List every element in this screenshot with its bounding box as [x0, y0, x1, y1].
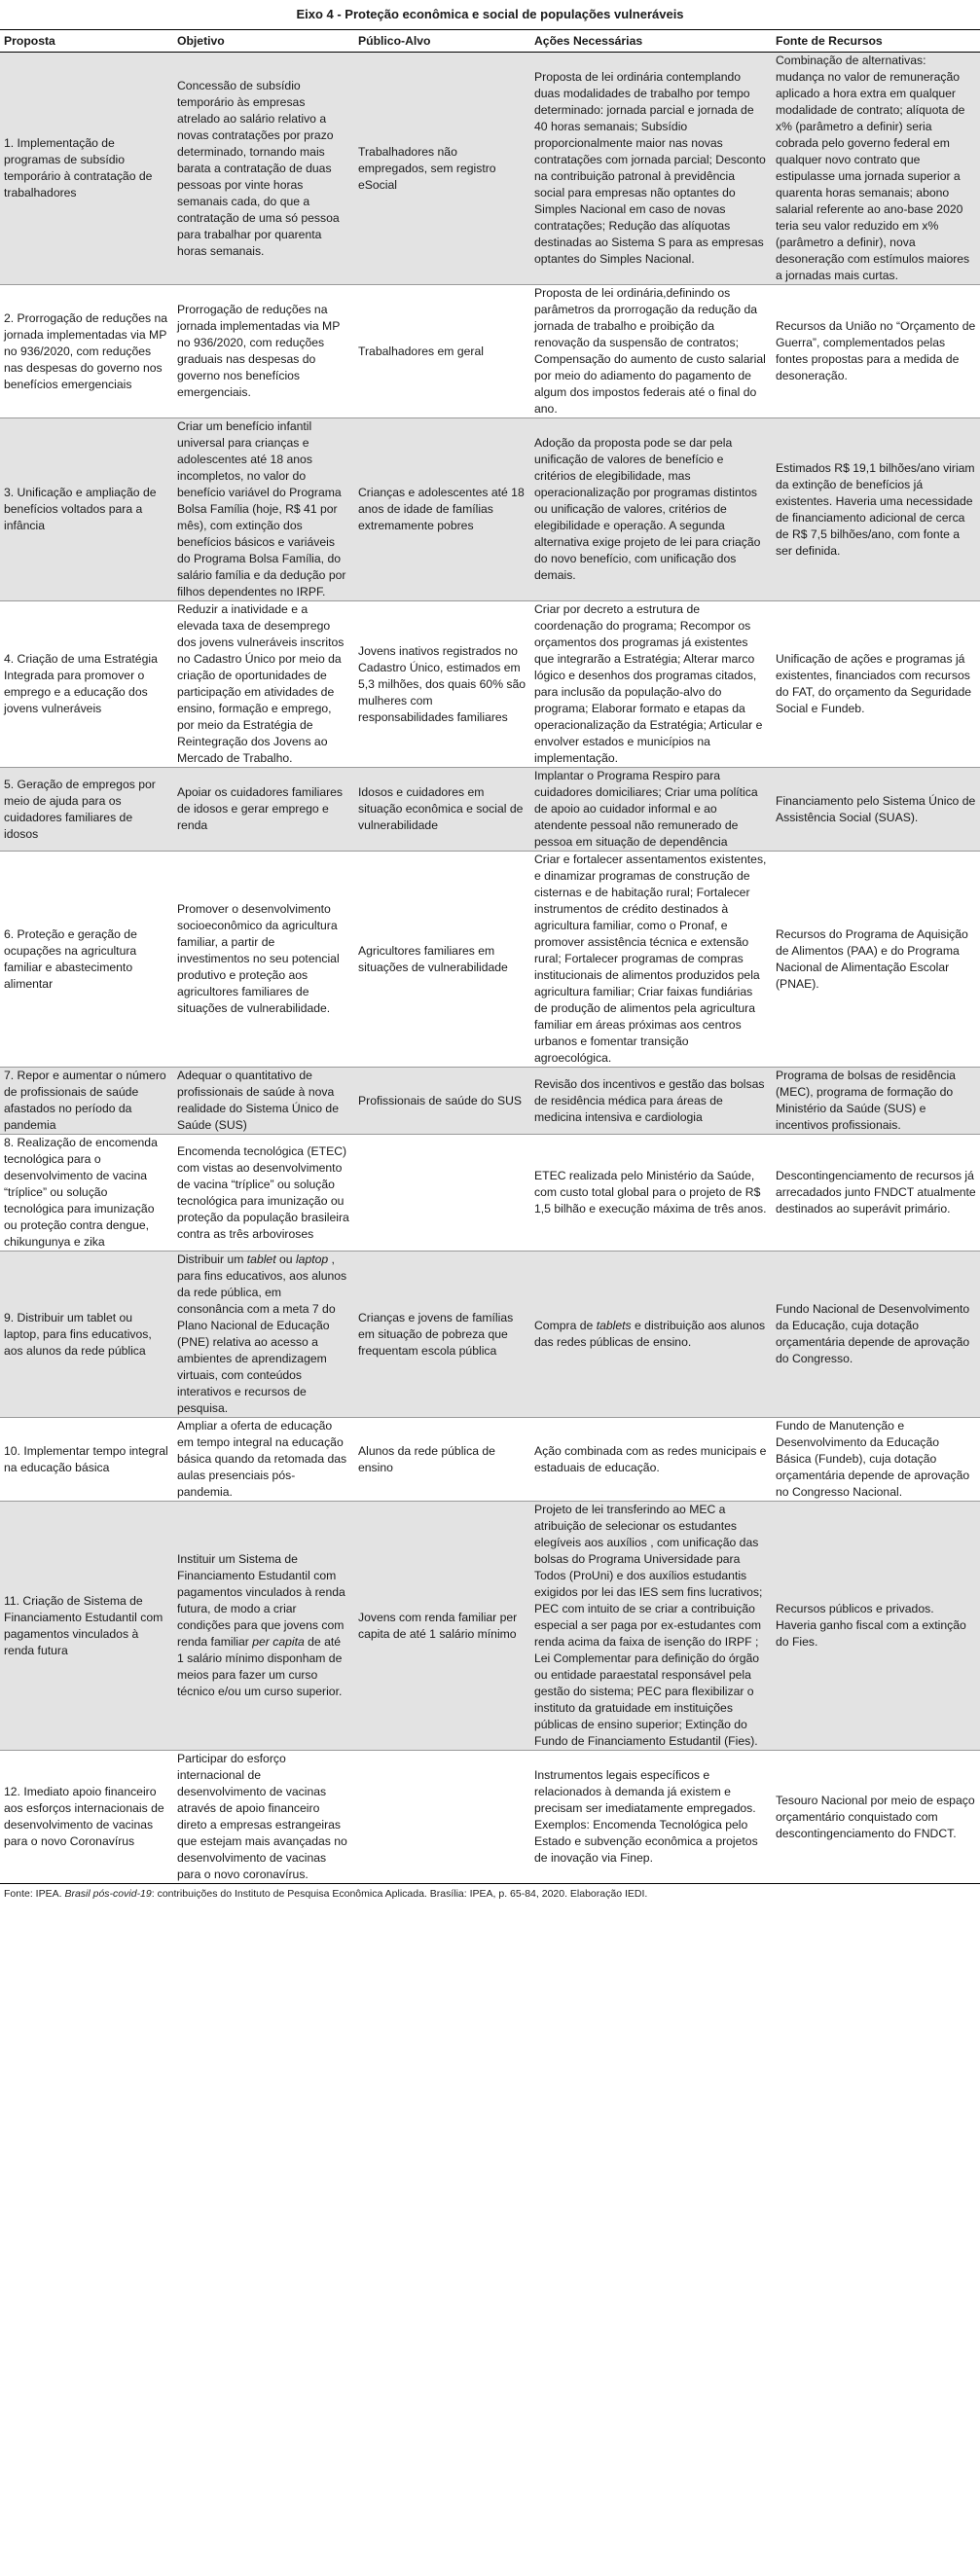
cell-publico-alvo	[354, 1135, 530, 1252]
source-suffix: : contribuições do Instituto de Pesquisa Econômica Aplicada. Brasília: IPEA, p. 65-84, 2020. Elaboração IEDI.	[151, 1888, 648, 1900]
text-fragment: ou	[275, 1252, 296, 1266]
table-body	[0, 53, 980, 1884]
cell-proposta	[0, 1751, 173, 1884]
cell-objetivo	[173, 601, 354, 768]
publico-alvo-text: Alunos da rede pública de ensino	[358, 1443, 495, 1474]
objetivo-text	[177, 1252, 350, 1417]
publico-alvo-text: Crianças e adolescentes até 18 anos de idade de famílias extremamente pobres	[358, 486, 525, 532]
cell-publico-alvo	[354, 1751, 530, 1884]
italic-term: tablet	[246, 1252, 276, 1266]
table-row	[0, 1502, 980, 1751]
cell-proposta	[0, 768, 173, 852]
cell-objetivo	[173, 768, 354, 852]
cell-objetivo	[173, 53, 354, 285]
header-objetivo: Objetivo	[173, 30, 354, 53]
acoes-text: Implantar o Programa Respiro para cuidadores domiciliares; Criar uma política de apoio ao cuidador informal e ao atendente pessoal não remunerado de pessoa em situação de dependência	[534, 769, 758, 849]
cell-publico-alvo	[354, 418, 530, 601]
objetivo-text: Prorrogação de reduções na jornada implementadas via MP no 936/2020, com reduções graduais nas despesas do governo nos benefícios emergenciais.	[177, 303, 341, 399]
acoes-text: Proposta de lei ordinária,definindo os parâmetros da prorrogação da redução da jornada de trabalho e proibição da renovação da suspensão de contratos; Compensação do aumento de custo salarial por meio do adiamento do pagamento de algum dos impostos federais até o final do ano.	[534, 286, 766, 416]
table-row	[0, 768, 980, 852]
proposta-text: 6. Proteção e geração de ocupações na agricultura familiar e abastecimento alimentar	[4, 926, 137, 991]
cell-publico-alvo	[354, 768, 530, 852]
cell-objetivo	[173, 418, 354, 601]
acoes-text: Proposta de lei ordinária contemplando duas modalidades de trabalho por tempo determinado: jornada parcial e jornada de 40 horas semanais; Subsídio proporcionalmente maior nas novas contratações com jornada parcial; Desconto na contribuição patronal à previdência social para empresas não optantes do Simples Nacional em caso de novas contratações; Redução das alíquotas destinadas ao Sistema S para as empresas optantes do Simples Nacional.	[534, 70, 766, 266]
proposta-text: 3. Unificação e ampliação de benefícios voltados para a infância	[4, 486, 157, 532]
proposta-text: 10. Implementar tempo integral na educação básica	[4, 1443, 168, 1474]
cell-objetivo	[173, 1252, 354, 1418]
fonte-text: Recursos do Programa de Aquisição de Alimentos (PAA) e do Programa Nacional de Alimentação Escolar (PNAE).	[776, 926, 968, 991]
publico-alvo-text: Trabalhadores não empregados, sem registro eSocial	[358, 144, 496, 192]
cell-publico-alvo	[354, 601, 530, 768]
acoes-text: Adoção da proposta pode se dar pela unificação de valores de benefício e critérios de elegibilidade, mas operacionalização por programas distintos ou unificação de valores, critérios de elegibilidade e operação. A segunda alternativa exige projeto de lei para criação do novo benefício, com unificação dos demais.	[534, 436, 761, 582]
objetivo-text: Concessão de subsídio temporário às empresas atrelado ao salário relativo a novas contratações por prazo determinado, tornando mais barata a contratação de duas pessoas por vinte horas semanais cada, do que a contratação de uma só pessoa para trabalhar por quarenta horas semanais.	[177, 78, 340, 258]
cell-acoes	[530, 601, 772, 768]
fonte-text: Fundo Nacional de Desenvolvimento da Educação, cuja dotação orçamentária depende de aprovação do Congresso.	[776, 1302, 970, 1365]
table-row	[0, 53, 980, 285]
table-title: Eixo 4 - Proteção econômica e social de populações vulneráveis	[296, 7, 684, 21]
cell-fonte	[772, 852, 980, 1068]
cell-proposta	[0, 418, 173, 601]
cell-proposta	[0, 1135, 173, 1252]
text-fragment: Compra de	[534, 1319, 597, 1332]
fonte-text: Financiamento pelo Sistema Único de Assistência Social (SUAS).	[776, 793, 976, 824]
proposta-text: 7. Repor e aumentar o número de profissionais de saúde afastados no período da pandemia	[4, 1069, 166, 1132]
cell-publico-alvo	[354, 1418, 530, 1502]
italic-term: tablets	[596, 1319, 632, 1332]
cell-objetivo	[173, 1502, 354, 1751]
proposta-text: 1. Implementação de programas de subsídio temporário à contratação de trabalhadores	[4, 136, 153, 200]
cell-publico-alvo	[354, 1068, 530, 1135]
fonte-text: Unificação de ações e programas já existentes, financiados com recursos do FAT, do orçamento da Seguridade Social e Fundeb.	[776, 652, 971, 715]
cell-objetivo	[173, 1068, 354, 1135]
objetivo-text: Reduzir a inatividade e a elevada taxa de desemprego dos jovens vulneráveis inscritos no Cadastro Único por meio da criação de oportunidades de participação em atividades de ensino, formação e emprego, por meio da Estratégia de Reintegração dos Jovens ao Mercado de Trabalho.	[177, 602, 345, 765]
cell-objetivo	[173, 852, 354, 1068]
fonte-text: Descontingenciamento de recursos já arrecadados junto FNDCT atualmente destinados ao superávit primário.	[776, 1169, 976, 1215]
cell-acoes	[530, 768, 772, 852]
cell-publico-alvo	[354, 852, 530, 1068]
table-row	[0, 1135, 980, 1252]
cell-publico-alvo	[354, 285, 530, 418]
cell-objetivo	[173, 285, 354, 418]
proposta-text: 11. Criação de Sistema de Financiamento Estudantil com pagamentos vinculados à renda futura	[4, 1593, 163, 1657]
cell-objetivo	[173, 1751, 354, 1884]
cell-acoes	[530, 1418, 772, 1502]
publico-alvo-text: Jovens com renda familiar per capita de até 1 salário mínimo	[358, 1610, 518, 1641]
proposta-text: 12. Imediato apoio financeiro aos esforços internacionais de desenvolvimento de vacinas para o novo Coronavírus	[4, 1785, 164, 1848]
fonte-text: Combinação de alternativas: mudança no valor de remuneração aplicado a hora extra em qualquer modalidade de contrato; alíquota de x% (parâmetro a definir) seria cobrada pelo governo federal em qualquer novo contrato que estipulasse uma jornada superior a quarenta horas semanais; abono salarial referente ao ano-base 2020 teria seu valor reduzido em x% (parâmetro a definir), nova desoneração com estímulos maiores a jornadas mais curtas.	[776, 54, 970, 282]
cell-fonte	[772, 418, 980, 601]
fonte-text: Recursos da União no “Orçamento de Guerra”, complementados pelas fontes propostas para a medida de desoneração.	[776, 319, 976, 382]
italic-term: laptop	[295, 1252, 329, 1266]
cell-proposta	[0, 852, 173, 1068]
acoes-text: Instrumentos legais específicos e relacionados à demanda já existem e precisam ser imediatamente empregados. Exemplos: Encomenda Tecnológica pelo Estado e subvenção econômica a projetos de inovação via Finep.	[534, 1768, 758, 1865]
source-note	[0, 1884, 980, 1904]
cell-acoes	[530, 1068, 772, 1135]
cell-fonte	[772, 601, 980, 768]
text-fragment: e distribuição aos alunos das redes públicas de ensino.	[534, 1319, 766, 1349]
proposta-text: 4. Criação de uma Estratégia Integrada para promover o emprego e a educação dos jovens vulneráveis	[4, 652, 158, 715]
cell-fonte	[772, 768, 980, 852]
table-row	[0, 418, 980, 601]
cell-acoes	[530, 1502, 772, 1751]
source-prefix: Fonte: IPEA.	[4, 1888, 65, 1900]
proposta-text: 5. Geração de empregos por meio de ajuda para os cuidadores familiares de idosos	[4, 777, 156, 841]
table-row	[0, 1068, 980, 1135]
cell-publico-alvo	[354, 1252, 530, 1418]
acoes-text: Projeto de lei transferindo ao MEC a atribuição de selecionar os estudantes elegíveis aos auxílios , com unificação das bolsas do Programa Universidade para Todos (ProUni) e dos auxílios estudantis exigidos por lei das IES sem fins lucrativos; PEC com intuito de se criar a contribuição especial a ser paga por ex-estudantes com renda acima da faixa de isenção do IRPF ; Lei Complementar para definição do órgão ou entidade paraestatal responsável pela gestão do sistema; PEC para flexibilizar o instituto da gratuidade em instituições públicas de ensino superior; Extinção do Fundo de Financiamento Estudantil (Fies).	[534, 1503, 763, 1748]
fonte-text: Estimados R$ 19,1 bilhões/ano viriam da extinção de benefícios já existentes. Haveria uma necessidade de financiamento adicional de cerca de R$ 7,5 bilhões/ano, com fonte a ser definida.	[776, 460, 975, 558]
cell-fonte	[772, 1135, 980, 1252]
cell-proposta	[0, 1418, 173, 1502]
objetivo-text: Promover o desenvolvimento socioeconômico da agricultura familiar, a partir de investimentos no seu potencial produtivo e proteção aos agricultores familiares de situações de vulnerabilidade.	[177, 902, 340, 1015]
proposta-text: 9. Distribuir um tablet ou laptop, para fins educativos, aos alunos da rede pública	[4, 1310, 152, 1358]
text-fragment: de até 1 salário mínimo disponham de meios para fazer um curso técnico e/ou um curso superior.	[177, 1635, 343, 1698]
publico-alvo-text: Jovens inativos registrados no Cadastro Único, estimados em 5,3 milhões, dos quais 60% são mulheres com responsabilidades familiares	[358, 643, 526, 724]
table-row	[0, 1751, 980, 1884]
objetivo-text: Criar um benefício infantil universal para crianças e adolescentes até 18 anos incompletos, no valor do benefício variável do Programa Bolsa Família (hoje, R$ 41 por mês), com extinção dos benefícios básicos e variáveis do Programa Bolsa Família, do salário família e da dedução por filhos dependentes no IRPF.	[177, 419, 346, 599]
objetivo-text	[177, 1551, 350, 1700]
acoes-text: Ação combinada com as redes municipais e estaduais de educação.	[534, 1443, 767, 1474]
proposta-text: 2. Prorrogação de reduções na jornada implementadas via MP no 936/2020, com reduções nas despesas do governo nos benefícios emergenciais	[4, 310, 168, 391]
italic-term: per capita	[252, 1635, 305, 1649]
cell-acoes	[530, 285, 772, 418]
header-proposta: Proposta	[0, 30, 173, 53]
acoes-text: Criar por decreto a estrutura de coordenação do programa; Recompor os orçamentos dos programas já existentes que integrarão a Estratégia; Alterar marco lógico e desenhos dos programas citados, para inclusão da população-alvo do programa; Elaborar formato e etapas da operacionalização da Estratégia; Articular e envolver estados e municípios na implementação.	[534, 602, 763, 765]
text-fragment: Instituir um Sistema de Financiamento Estudantil com pagamentos vinculados à renda futura, de modo a criar condições para que jovens com renda familiar	[177, 1552, 345, 1649]
cell-fonte	[772, 285, 980, 418]
cell-acoes	[530, 418, 772, 601]
cell-proposta	[0, 285, 173, 418]
objetivo-text: Adequar o quantitativo de profissionais de saúde à nova realidade do Sistema Único de Saúde (SUS)	[177, 1069, 339, 1132]
cell-acoes	[530, 1751, 772, 1884]
cell-fonte	[772, 1068, 980, 1135]
cell-proposta	[0, 601, 173, 768]
cell-fonte	[772, 53, 980, 285]
fonte-text: Recursos públicos e privados. Haveria ganho fiscal com a extinção do Fies.	[776, 1602, 966, 1649]
cell-fonte	[772, 1252, 980, 1418]
acoes-text: ETEC realizada pelo Ministério da Saúde, com custo total global para o projeto de R$ 1,5 bilhão e execução máxima de três anos.	[534, 1169, 767, 1215]
source-title: Brasil pós-covid-19	[64, 1888, 152, 1900]
cell-proposta	[0, 1068, 173, 1135]
cell-acoes	[530, 1252, 772, 1418]
objetivo-text: Encomenda tecnológica (ETEC) com vistas ao desenvolvimento de vacina “tríplice” ou solução tecnológica para imunização ou proteção da população brasileira contra as três arboviroses	[177, 1143, 349, 1241]
cell-publico-alvo	[354, 1502, 530, 1751]
cell-objetivo	[173, 1418, 354, 1502]
proposta-text: 8. Realização de encomenda tecnológica para o desenvolvimento de vacina “tríplice” ou solução tecnológica para imunização ou proteção contra dengue, chikungunya e zika	[4, 1136, 158, 1249]
fonte-text: Fundo de Manutenção e Desenvolvimento da Educação Básica (Fundeb), cuja dotação orçamentária depende de aprovação no Congresso Nacional.	[776, 1419, 970, 1499]
objetivo-text: Apoiar os cuidadores familiares de idosos e gerar emprego e renda	[177, 785, 344, 832]
acoes-text	[534, 1318, 768, 1351]
cell-publico-alvo	[354, 53, 530, 285]
cell-acoes	[530, 852, 772, 1068]
objetivo-text: Participar do esforço internacional de desenvolvimento de vacinas através de apoio financeiro direto a empresas estrangeiras que estejam mais avançadas no desenvolvimento de vacinas para o novo coronavírus.	[177, 1752, 347, 1881]
fonte-text: Tesouro Nacional por meio de espaço orçamentário conquistado com descontingenciamento do FNDCT.	[776, 1793, 975, 1840]
text-fragment: , para fins educativos, aos alunos da rede pública, em consonância com a meta 7 do Plano Nacional de Educação (PNE) relativa ao acesso a ambientes de aprendizagem virtuais, com conteúdos interativos e recursos de pesquisa.	[177, 1252, 347, 1415]
cell-fonte	[772, 1751, 980, 1884]
cell-proposta	[0, 53, 173, 285]
publico-alvo-text: Agricultores familiares em situações de vulnerabilidade	[358, 943, 508, 974]
proposals-table	[0, 29, 980, 1884]
table-row	[0, 1418, 980, 1502]
header-fonte: Fonte de Recursos	[772, 30, 980, 53]
cell-objetivo	[173, 1135, 354, 1252]
publico-alvo-text: Trabalhadores em geral	[358, 344, 484, 358]
cell-acoes	[530, 53, 772, 285]
acoes-text: Revisão dos incentivos e gestão das bolsas de residência médica para áreas de medicina intensiva e cardiologia	[534, 1076, 765, 1124]
table-row	[0, 285, 980, 418]
publico-alvo-text: Crianças e jovens de famílias em situação de pobreza que frequentam escola pública	[358, 1310, 514, 1358]
header-publico-alvo: Público-Alvo	[354, 30, 530, 53]
table-row	[0, 601, 980, 768]
table-row	[0, 1252, 980, 1418]
fonte-text: Programa de bolsas de residência (MEC), programa de formação do Ministério da Saúde (SUS) e incentivos profissionais.	[776, 1069, 956, 1132]
publico-alvo-text: Idosos e cuidadores em situação econômica e social de vulnerabilidade	[358, 785, 524, 832]
header-acoes: Ações Necessárias	[530, 30, 772, 53]
cell-acoes	[530, 1135, 772, 1252]
publico-alvo-text: Profissionais de saúde do SUS	[358, 1093, 523, 1107]
table-row	[0, 852, 980, 1068]
header-row	[0, 30, 980, 53]
cell-proposta	[0, 1252, 173, 1418]
cell-proposta	[0, 1502, 173, 1751]
cell-fonte	[772, 1418, 980, 1502]
acoes-text: Criar e fortalecer assentamentos existentes, e dinamizar programas de construção de cisternas e de habitação rural; Fortalecer instrumentos de crédito destinados à agricultura familiar, como o Pronaf, e promover assistência técnica e extensão rural; Fortalecer programas de compras institucionais de alimentos produzidos pela agricultura familiar; Criar faixas fundiárias de produção de alimentos pela agricultura familiar em áreas próximas aos centros urbanos e fomentar transição agroecológica.	[534, 853, 767, 1065]
text-fragment: Distribuir um	[177, 1252, 247, 1266]
cell-fonte	[772, 1502, 980, 1751]
objetivo-text: Ampliar a oferta de educação em tempo integral na educação básica quando da retomada das aulas presenciais pós-pandemia.	[177, 1419, 347, 1499]
